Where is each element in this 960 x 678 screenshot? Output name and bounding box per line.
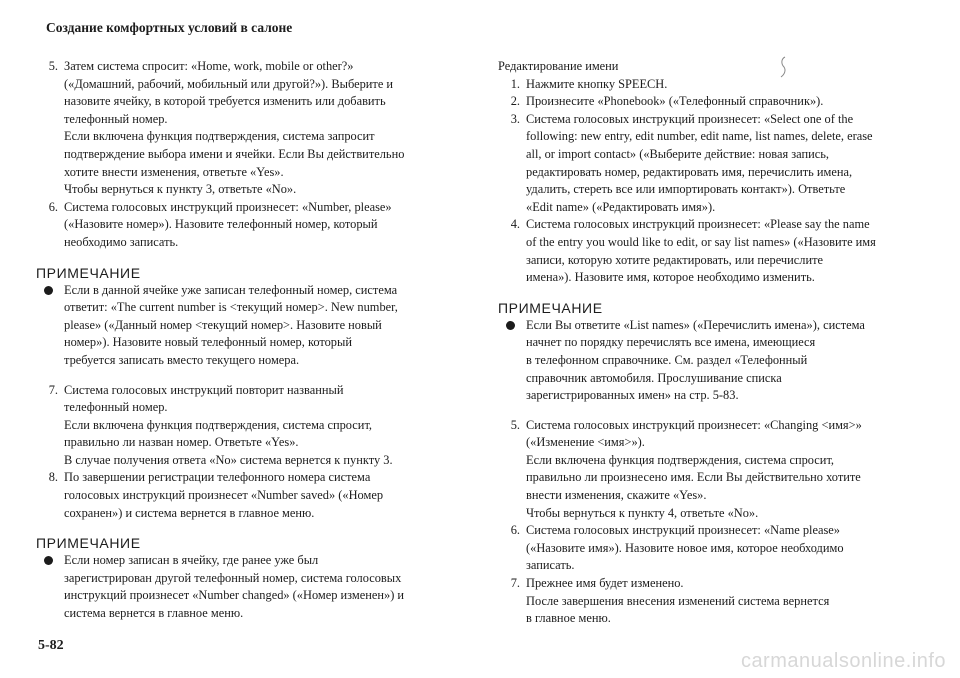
step-item bbox=[36, 382, 476, 470]
step-line: «Edit name» («Редактировать имя»). bbox=[526, 199, 716, 214]
section-header: Создание комфортных условий в салоне bbox=[46, 20, 293, 35]
step-line: редактировать номер, редактировать имя, перечислить имена, bbox=[526, 164, 853, 179]
step-line: Если включена функция подтверждения, система запросит bbox=[64, 129, 375, 144]
bullet-dot-icon bbox=[44, 556, 53, 565]
step-line: записи, которую хотите редактировать, или перечислите bbox=[526, 252, 823, 267]
step-item bbox=[36, 469, 476, 522]
note-line: Если в данной ячейке уже записан телефонный номер, система bbox=[64, 282, 398, 297]
step-line: Произнесите «Phonebook» («Телефонный справочник»). bbox=[526, 94, 824, 109]
note-bullet bbox=[36, 552, 476, 622]
note-line: please» («Данный номер <текущий номер>. Назовите новый bbox=[64, 317, 382, 332]
step-line: («Назовите номер»). Назовите телефонный номер, который bbox=[64, 217, 378, 232]
step-line: Система голосовых инструкций произнесет: «Select one of the bbox=[526, 111, 854, 126]
subsection-title: Редактирование имени bbox=[498, 59, 619, 73]
watermark: carmanualsonline.info bbox=[740, 650, 946, 672]
note-line: Если номер записан в ячейку, где ранее уже был bbox=[64, 553, 319, 568]
note-bullet bbox=[498, 317, 938, 405]
step-item bbox=[498, 76, 938, 94]
step-line: Затем система спросит: «Home, work, mobile or other?» bbox=[64, 59, 354, 73]
step-line: following: new entry, edit number, edit name, list names, delete, erase bbox=[526, 129, 873, 144]
step-line: Система голосовых инструкций произнесет: «Changing <имя>» bbox=[526, 417, 862, 432]
steps-list-a bbox=[36, 58, 476, 252]
step-item bbox=[498, 216, 938, 286]
note-line: инструкций произнесет «Number changed» («Номер изменен») и bbox=[64, 588, 405, 603]
step-line: Чтобы вернуться к пункту 4, ответьте «No». bbox=[526, 505, 759, 520]
step-line: Если включена функция подтверждения, система спросит, bbox=[64, 417, 373, 432]
step-number: 1. bbox=[510, 76, 520, 91]
note-line: справочник автомобиля. Прослушивание списка bbox=[526, 370, 782, 385]
step-item bbox=[36, 199, 476, 252]
note-bullet bbox=[36, 282, 476, 370]
step-item bbox=[498, 111, 938, 217]
step-line: («Домашний, рабочий, мобильный или другой?»). Выберите и bbox=[64, 76, 394, 91]
step-line: назовите ячейку, в которой требуется изменить или добавить bbox=[64, 94, 386, 109]
bullet-dot-icon bbox=[44, 286, 53, 295]
step-line: подтверждение выбора имени и ячейки. Если Вы действительно bbox=[64, 146, 405, 161]
note-line: ответит: «The current number is <текущий номер>. New number, bbox=[64, 300, 398, 315]
right-column bbox=[498, 58, 938, 628]
step-line: («Назовите имя»). Назовите новое имя, которое необходимо bbox=[526, 540, 844, 555]
step-line: По завершении регистрации телефонного номера система bbox=[64, 470, 371, 485]
note-line: требуется записать вместо текущего номера. bbox=[64, 352, 300, 367]
step-line: of the entry you would like to edit, or say list names» («Назовите имя bbox=[526, 234, 876, 249]
step-line: имена»). Назовите имя, которое необходимо изменить. bbox=[526, 270, 815, 285]
steps-list-b bbox=[36, 382, 476, 523]
steps-list-a bbox=[498, 76, 938, 287]
step-number: 6. bbox=[48, 199, 58, 214]
step-line: Чтобы вернуться к пункту 3, ответьте «No». bbox=[64, 182, 297, 197]
step-number: 7. bbox=[48, 382, 58, 397]
note-line: зарегистрированных имен» на стр. 5-83. bbox=[526, 388, 739, 403]
step-line: записать. bbox=[526, 558, 575, 573]
note-line: в телефонном справочнике. См. раздел «Телефонный bbox=[526, 352, 808, 367]
step-line: all, or import contact» («Выберите действие: новая запись, bbox=[526, 146, 830, 161]
step-line: Нажмите кнопку SPEECH. bbox=[526, 76, 668, 91]
step-line: хотите внести изменения, ответьте «Yes». bbox=[64, 164, 284, 179]
step-number: 3. bbox=[510, 111, 520, 126]
step-line: Система голосовых инструкций произнесет: «Name please» bbox=[526, 523, 841, 538]
step-line: Если включена функция подтверждения, система спросит, bbox=[526, 452, 835, 467]
note-line: начнет по порядку перечислять все имена, имеющиеся bbox=[526, 335, 816, 350]
step-item bbox=[498, 417, 938, 523]
step-line: внести изменения, скажите «Yes». bbox=[526, 488, 707, 503]
step-number: 4. bbox=[510, 217, 520, 232]
step-line: правильно ли назван номер. Ответьте «Yes». bbox=[64, 435, 299, 450]
note-title: ПРИМЕЧАНИЕ bbox=[498, 299, 603, 316]
step-number: 2. bbox=[510, 94, 520, 109]
step-number: 7. bbox=[510, 576, 520, 591]
step-line: голосовых инструкций произнесет «Number saved» («Номер bbox=[64, 488, 384, 503]
step-number: 6. bbox=[510, 523, 520, 538]
step-line: необходимо записать. bbox=[64, 234, 179, 249]
step-line: («Изменение <имя>»). bbox=[526, 435, 645, 450]
steps-list-b bbox=[498, 417, 938, 628]
step-line: После завершения внесения изменений система вернется bbox=[526, 593, 830, 608]
note-title: ПРИМЕЧАНИЕ bbox=[36, 535, 141, 552]
step-line: сохранен») и система вернется в главное меню. bbox=[64, 505, 315, 520]
step-line: правильно ли произнесено имя. Если Вы действительно хотите bbox=[526, 470, 861, 485]
bullet-dot-icon bbox=[506, 321, 515, 330]
step-line: Прежнее имя будет изменено. bbox=[526, 576, 684, 591]
step-line: в главное меню. bbox=[526, 611, 611, 626]
step-line: Система голосовых инструкций произнесет: «Number, please» bbox=[64, 199, 392, 214]
step-number: 5. bbox=[48, 59, 58, 73]
step-item bbox=[498, 522, 938, 575]
note-line: зарегистрирован другой телефонный номер, система голосовых bbox=[64, 570, 402, 585]
step-number: 5. bbox=[510, 417, 520, 432]
step-item bbox=[498, 575, 938, 628]
step-line: Система голосовых инструкций произнесет: «Please say the name bbox=[526, 217, 870, 232]
page-number: 5-82 bbox=[38, 638, 64, 653]
step-line: В случае получения ответа «No» система вернется к пункту 3. bbox=[64, 452, 393, 467]
note-title: ПРИМЕЧАНИЕ bbox=[36, 264, 141, 281]
step-item bbox=[498, 93, 938, 111]
step-line: телефонный номер. bbox=[64, 111, 168, 126]
step-number: 8. bbox=[48, 470, 58, 485]
note-line: номер»). Назовите новый телефонный номер, который bbox=[64, 335, 352, 350]
step-line: удалить, стереть все или импортировать контакт»). Ответьте bbox=[526, 182, 846, 197]
note-line: Если Вы ответите «List names» («Перечислить имена»), система bbox=[526, 317, 865, 332]
step-line: Система голосовых инструкций повторит названный bbox=[64, 382, 344, 397]
step-item bbox=[36, 58, 476, 199]
step-line: телефонный номер. bbox=[64, 400, 168, 415]
note-line: система вернется в главное меню. bbox=[64, 606, 244, 621]
left-column bbox=[36, 58, 476, 623]
